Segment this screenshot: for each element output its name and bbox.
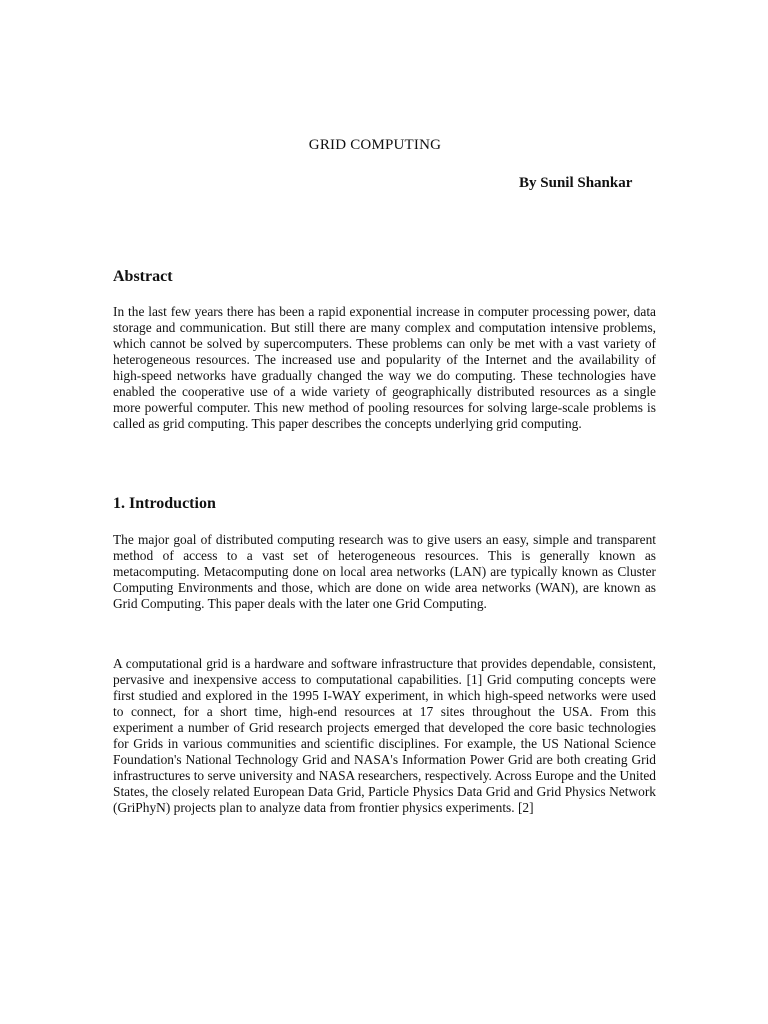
document-author: By Sunil Shankar <box>519 175 633 191</box>
introduction-paragraph-2: A computational grid is a hardware and software infrastructure that provides dependable, consistent, pervasive and inexpensive access to computational capabilities. [1] Grid computing concepts were first studied and explored in the 1995 I-WAY experiment, in which high-speed networks were used to connect, for a short time, high-end resources at 17 sites throughout the USA. From this experiment a number of Grid research projects emerged that developed the core basic technologies for Grids in various communities and scientific disciplines. For example, the US National Science Foundation's National Technology Grid and NASA's Information Power Grid are both creating Grid infrastructures to serve university and NASA researchers, respectively. Across Europe and the United States, the closely related European Data Grid, Particle Physics Data Grid and Grid Physics Network (GriPhyN) projects plan to analyze data from frontier physics experiments. [2] <box>113 656 656 815</box>
abstract-paragraph: In the last few years there has been a rapid exponential increase in computer processing power, data storage and communication. But still there are many complex and computation intensive problems, which cannot be solved by supercomputers. These problems can only be met with a vast variety of heterogeneous resources. The increased use and popularity of the Internet and the availability of high-speed networks have gradually changed the way we do computing. These technologies have enabled the cooperative use of a wide variety of geographically distributed resources as a single more powerful computer. This new method of pooling resources for solving large-scale problems is called as grid computing. This paper describes the concepts underlying grid computing. <box>113 304 656 431</box>
introduction-heading: 1. Introduction <box>113 495 216 512</box>
abstract-heading: Abstract <box>113 268 173 285</box>
introduction-paragraph-1: The major goal of distributed computing research was to give users an easy, simple and transparent method of access to a vast set of heterogeneous resources. This is generally known as metacomputing. Metacomputing done on local area networks (LAN) are typically known as Cluster Computing Environments and those, which are done on wide area networks (WAN), are known as Grid Computing. This paper deals with the later one Grid Computing. <box>113 532 656 611</box>
document-title: GRID COMPUTING <box>308 137 442 153</box>
